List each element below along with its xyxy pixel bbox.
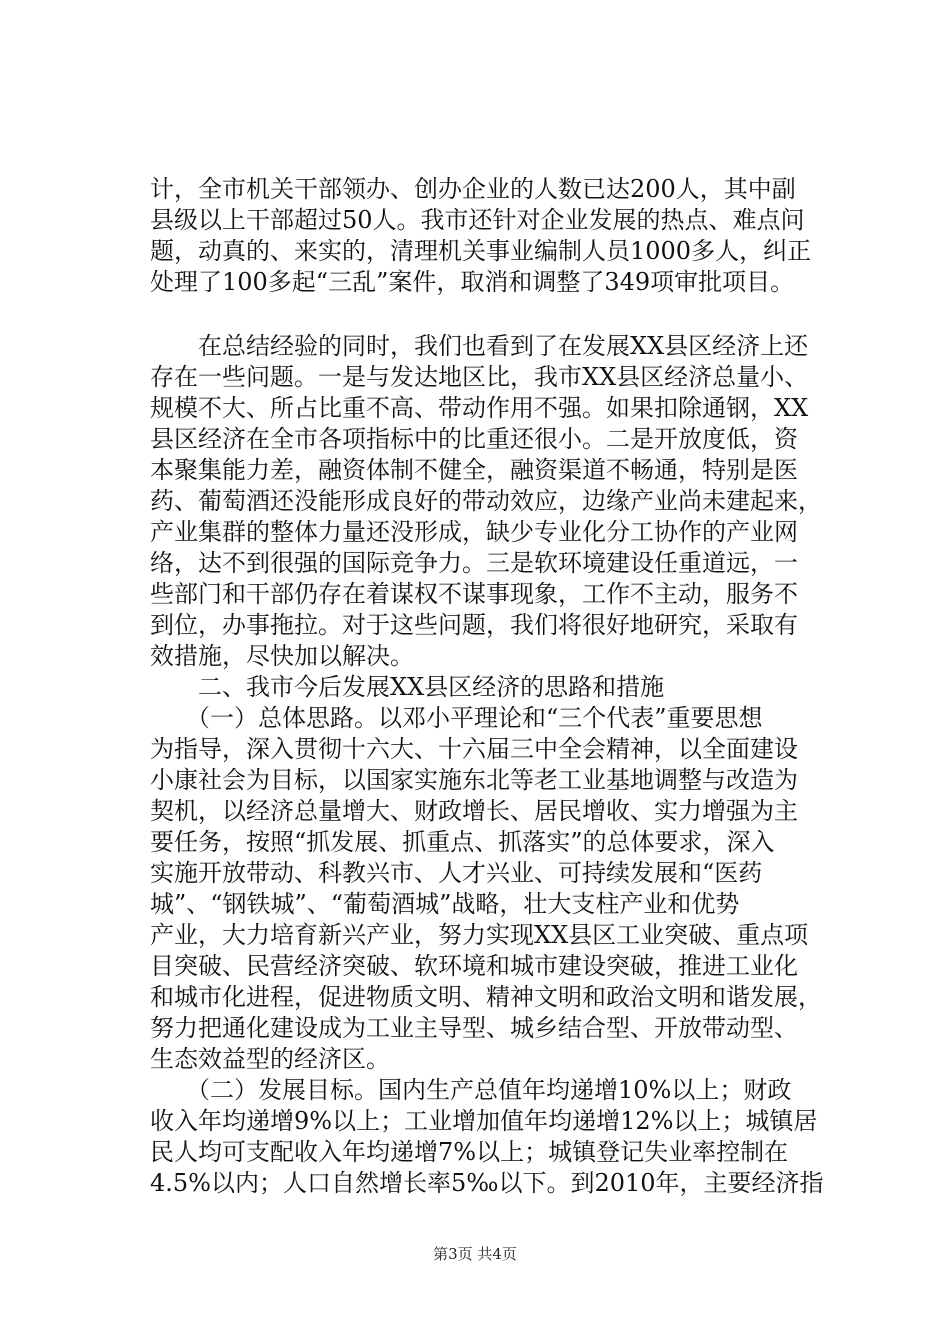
text-line: 县区经济在全市各项指标中的比重还很小。二是开放度低，资 <box>150 425 798 453</box>
text-line: （二）发展目标。国内生产总值年均递增10%以上；财政 <box>150 1076 792 1104</box>
text-line: 题，动真的、来实的，清理机关事业编制人员1000多人，纠正 <box>150 237 812 265</box>
paragraph-1 <box>150 174 840 298</box>
text-line: 收入年均递增9%以上；工业增加值年均递增12%以上；城镇居 <box>150 1107 818 1135</box>
text-line: 效措施，尽快加以解决。 <box>150 642 414 670</box>
text-line: 县级以上干部超过50人。我市还针对企业发展的热点、难点问 <box>150 206 805 234</box>
text-line: 目突破、民营经济突破、软环境和城市建设突破，推进工业化 <box>150 952 798 980</box>
text-line: 4.5%以内；人口自然增长率5‰以下。到2010年，主要经济指 <box>150 1169 824 1197</box>
section-heading: 二、我市今后发展XX县区经济的思路和措施 <box>150 673 665 701</box>
text-line: 民人均可支配收入年均递增7%以上；城镇登记失业率控制在 <box>150 1138 789 1166</box>
text-line: 规模不大、所占比重不高、带动作用不强。如果扣除通钢，XX <box>150 394 809 422</box>
text-line: 本聚集能力差，融资体制不健全，融资渠道不畅通，特别是医 <box>150 456 798 484</box>
text-line: 生态效益型的经济区。 <box>150 1045 390 1073</box>
text-line: 努力把通化建设成为工业主导型、城乡结合型、开放带动型、 <box>150 1014 798 1042</box>
text-line: 为指导，深入贯彻十六大、十六届三中全会精神，以全面建设 <box>150 735 798 763</box>
text-line: 处理了100多起“三乱”案件，取消和调整了349项审批项目。 <box>150 268 795 296</box>
text-line: 小康社会为目标，以国家实施东北等老工业基地调整与改造为 <box>150 766 798 794</box>
text-line: 计，全市机关干部领办、创办企业的人数已达200人，其中副 <box>150 175 796 203</box>
text-line: 契机，以经济总量增大、财政增长、居民增收、实力增强为主 <box>150 797 798 825</box>
text-line: 络，达不到很强的国际竞争力。三是软环境建设任重道远，一 <box>150 549 798 577</box>
text-line: 药、葡萄酒还没能形成良好的带动效应，边缘产业尚未建起来， <box>150 487 822 515</box>
text-line: 实施开放带动、科教兴市、人才兴业、可持续发展和“医药 <box>150 859 763 887</box>
text-line: 要任务，按照“抓发展、抓重点、抓落实”的总体要求，深入 <box>150 828 775 856</box>
text-line: 产业，大力培育新兴产业，努力实现XX县区工业突破、重点项 <box>150 921 809 949</box>
text-line: 存在一些问题。一是与发达地区比，我市XX县区经济总量小、 <box>150 363 809 391</box>
text-line: （一）总体思路。以邓小平理论和“三个代表”重要思想 <box>150 704 763 732</box>
text-line: 产业集群的整体力量还没形成，缺少专业化分工协作的产业网 <box>150 518 798 546</box>
text-line: 在总结经验的同时，我们也看到了在发展XX县区经济上还 <box>150 332 809 360</box>
text-line: 到位，办事拖拉。对于这些问题，我们将很好地研究，采取有 <box>150 611 798 639</box>
page-number-footer: 第3页 共4页 <box>433 1245 517 1263</box>
text-line: 些部门和干部仍存在着谋权不谋事现象，工作不主动，服务不 <box>150 580 798 608</box>
text-line: 和城市化进程，促进物质文明、精神文明和政治文明和谐发展， <box>150 983 822 1011</box>
paragraph-2 <box>150 331 840 1199</box>
text-line: 城”、“钢铁城”、“葡萄酒城”战略，壮大支柱产业和优势 <box>150 890 740 918</box>
